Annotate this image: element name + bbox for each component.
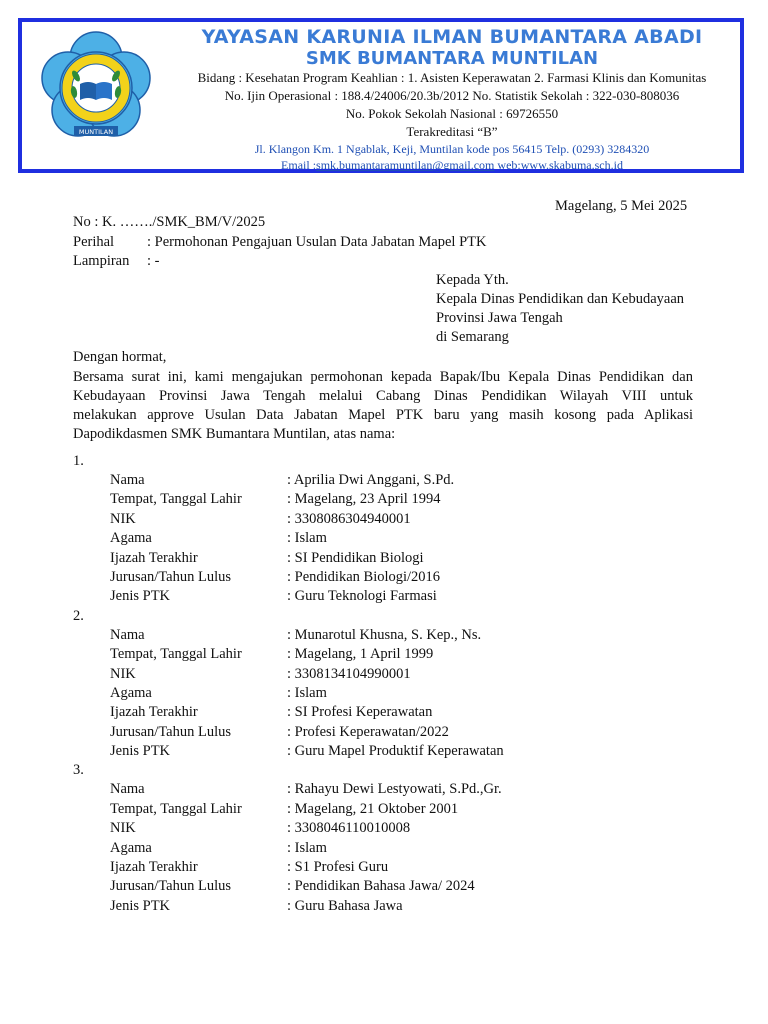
school-logo-icon [36,28,156,148]
npsn-line: No. Pokok Sekolah Nasional : 69726550 [345,106,559,121]
entry-field [73,684,713,703]
field-value: : Munarotul Khusna, S. Kep., Ns. [287,626,482,643]
field-value: : Aprilia Dwi Anggani, S.Pd. [287,472,455,488]
entry-field [73,800,713,819]
entry-number: 2. [73,607,84,624]
body-line: melakukan approve Usulan Data Jabatan Mapel PTK baru yang masih kosong pada Aplikasi [73,407,693,423]
field-value: : Islam [287,530,327,547]
entry-field [73,568,713,587]
entry-field [73,587,713,606]
recipient-line: Kepala Dinas Pendidikan dan Kebudayaan [436,291,685,307]
entry-field [73,780,713,799]
email-prefix: Email : [281,158,317,172]
letter-subject [73,233,486,253]
email-link[interactable]: smk.bumantaramuntilan@gmail.com [316,158,495,172]
entry-field [73,510,713,529]
entry-number: 3. [73,762,84,779]
entry-field [73,529,713,548]
body-line: Dapodikdasmen SMK Bumantara Muntilan, atas nama: [73,426,396,442]
field-label: Agama [110,530,152,547]
field-label: Ijazah Terakhir [110,859,198,876]
entry-field [73,645,713,664]
field-value: : Guru Bahasa Jawa [287,897,403,914]
recipient-line: Provinsi Jawa Tengah [436,310,563,326]
field-label: Jenis PTK [110,897,171,914]
entry-field [73,877,713,896]
field-value: : Guru Mapel Produktif Keperawatan [287,743,504,760]
field-line: Bidang : Kesehatan Program Keahlian : 1. Asisten Keperawatan 2. Farmasi Klinis dan Komunitas [197,70,707,85]
greeting: Dengan hormat, [73,349,167,365]
letterhead-text [162,26,742,173]
entry-field [73,897,713,916]
attachment-label: Lampiran [73,253,130,269]
subject-value: : Permohonan Pengajuan Usulan Data Jabatan Mapel PTK [147,233,487,250]
entry-field [73,549,713,568]
letterhead [18,18,744,173]
permit-line: No. Ijin Operasional : 188.4/24006/20.3b/2012 No. Statistik Sekolah : 322-030-808036 [224,88,680,103]
field-label: NIK [110,665,136,682]
field-label: Nama [110,626,145,643]
entry-field [73,471,713,490]
field-value: : SI Pendidikan Biologi [287,549,424,566]
field-label: Nama [110,781,145,798]
letter-attachment [73,252,486,272]
body-paragraph [73,368,693,444]
recipient-line: di Semarang [436,329,509,345]
entry-number: 1. [73,453,84,469]
field-label: NIK [110,820,136,837]
field-label: Jurusan/Tahun Lulus [110,723,232,740]
entry-field [73,703,713,722]
address-line: Jl. Klangon Km. 1 Ngablak, Keji, Muntilan kode pos 56415 Telp. (0293) 3284320 [254,142,650,156]
field-label: Tempat, Tanggal Lahir [110,491,242,508]
field-value: : 3308046110010008 [287,820,411,837]
field-label: Ijazah Terakhir [110,704,198,721]
entry-field [73,858,713,877]
recipient-block [436,271,684,347]
field-value: : S1 Profesi Guru [287,859,389,876]
field-label: Tempat, Tanggal Lahir [110,800,242,817]
website: web:www.skabuma.sch.id [494,158,623,172]
field-label: NIK [110,510,136,527]
ptk-entries [73,452,713,916]
contact-line [162,157,742,173]
field-value: : Guru Teknologi Farmasi [287,588,437,605]
field-value: : Islam [287,839,327,856]
body-line: Bersama surat ini, kami mengajukan permohonan kepada Bapak/Ibu Kepala Dinas Pendidikan dan [73,369,693,385]
entry-field [73,723,713,742]
field-value: : Pendidikan Bahasa Jawa/ 2024 [287,878,475,895]
field-label: Jenis PTK [110,743,171,760]
field-label: Jenis PTK [110,588,171,605]
attachment-value: : - [147,253,160,269]
entry-field [73,742,713,761]
field-label: Jurusan/Tahun Lulus [110,568,232,585]
svg-text:MUNTILAN: MUNTILAN [78,128,114,136]
entry-field [73,490,713,509]
entry-field [73,626,713,645]
field-label: Agama [110,684,152,701]
foundation-name: YAYASAN KARUNIA ILMAN BUMANTARA ABADI [201,26,703,48]
entry-field [73,665,713,684]
field-value: : Islam [287,684,327,701]
field-value: : SI Profesi Keperawatan [287,704,433,721]
field-label: Nama [110,472,145,488]
subject-label: Perihal [73,233,115,250]
field-value: : Magelang, 1 April 1999 [287,646,434,663]
entry-field [73,819,713,838]
letter-meta [73,213,486,272]
field-label: Jurusan/Tahun Lulus [110,878,232,895]
field-value: : 3308086304940001 [287,510,411,527]
school-name: SMK BUMANTARA MUNTILAN [305,48,599,69]
field-label: Tempat, Tanggal Lahir [110,646,242,663]
field-value: : Magelang, 23 April 1994 [287,491,441,508]
field-label: Ijazah Terakhir [110,549,198,566]
field-value: : Rahayu Dewi Lestyowati, S.Pd.,Gr. [287,781,502,798]
letter-date: Magelang, 5 Mei 2025 [555,198,688,214]
field-label: Agama [110,839,152,856]
recipient-line: Kepada Yth. [436,272,509,288]
body-line: Kebudayaan Provinsi Jawa Tengah melalui Cabang Dinas Pendidikan Wilayah VIII untuk [73,388,693,404]
field-value: : 3308134104990001 [287,665,411,682]
field-value: : Profesi Keperawatan/2022 [287,723,449,740]
letter-number: No : K. ……./SMK_BM/V/2025 [73,214,266,230]
accreditation: Terakreditasi “B” [406,124,498,139]
entry-field [73,839,713,858]
field-value: : Pendidikan Biologi/2016 [287,568,441,585]
field-value: : Magelang, 21 Oktober 2001 [287,800,459,817]
